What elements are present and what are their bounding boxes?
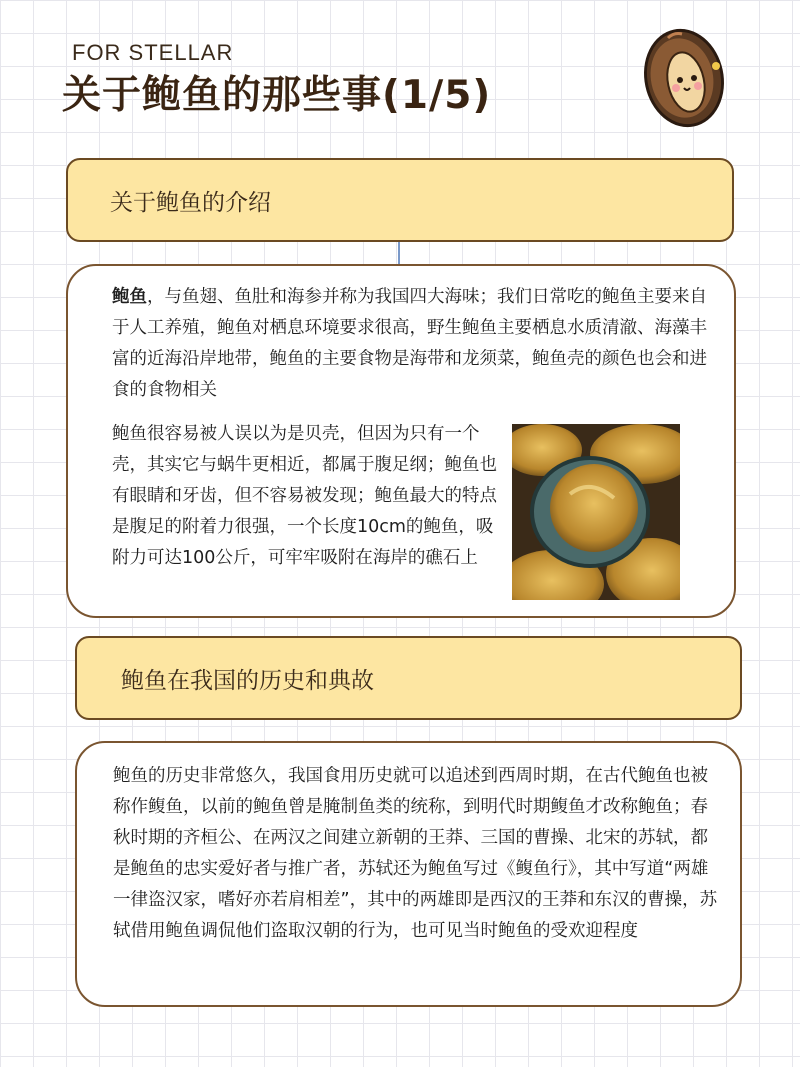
history-card [75,741,742,1007]
section-heading-intro [66,158,734,242]
section-heading-text: 关于鲍鱼的介绍 [110,189,271,216]
connector-line [398,242,400,266]
section-heading-history [75,636,742,720]
page-title: 关于鲍鱼的那些事(1/5) [62,73,492,118]
history-paragraph: 鲍鱼的历史非常悠久，我国食用历史就可以追述到西周时期，在古代鲍鱼也被称作鳆鱼，以前的鲍鱼曾是腌制鱼类的统称，到明代时期鳆鱼才改称鲍鱼；春秋时期的齐桓公、在两汉之间建立新朝的王莽、三国的曹操、北宋的苏轼，都是鲍鱼的忠实爱好者与推广者，苏轼还为鲍鱼写过《鳆鱼行》，其中写道“两雄一律盗汉家，嗜好亦若肩相差”，其中的两雄即是西汉的王莽和东汉的曹操，苏轼借用鲍鱼调侃他们盗取汉朝的行为，也可见当时鲍鱼的受欢迎程度 [113,766,718,941]
brand-label: FOR STELLAR [72,40,234,65]
intro-text: ，与鱼翅、鱼肚和海参并称为我国四大海味；我们日常吃的鲍鱼主要来自于人工养殖，鲍鱼对栖息环境要求很高，野生鲍鱼主要栖息水质清澈、海藻丰富的近海沿岸地带，鲍鱼的主要食物是海带和龙须菜，鲍鱼壳的颜色也会和进食的食物相关 [112,287,707,400]
detail-paragraph: 鲍鱼很容易被人误以为是贝壳，但因为只有一个壳，其实它与蜗牛更相近，都属于腹足纲；鲍鱼也有眼睛和牙齿，但不容易被发现；鲍鱼最大的特点是腹足的附着力很强，一个长度10cm的鲍鱼，吸附力可达100公斤，可牢牢吸附在海岸的礁石上 [112,424,497,568]
abalone-photo [512,424,680,600]
intro-bold-term: 鲍鱼 [112,287,147,307]
intro-paragraph [112,282,712,406]
section-heading-text: 鲍鱼在我国的历史和典故 [121,667,374,694]
abalone-mascot-icon [628,18,740,130]
intro-card [66,264,736,618]
